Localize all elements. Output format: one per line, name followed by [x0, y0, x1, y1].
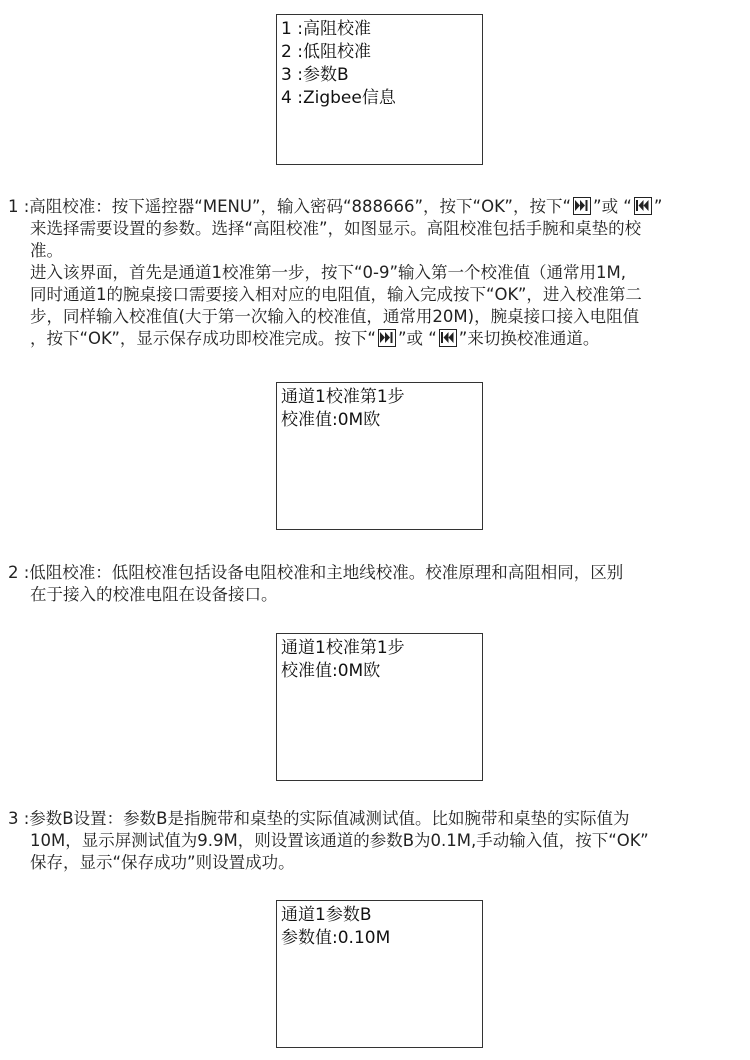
section1-line6: 步，同样输入校准值(大于第一次输入的校准值，通常用20M)，腕桌接口接入电阻值: [30, 307, 640, 326]
screen1-title: 通道1校准第1步: [281, 387, 405, 407]
high-resistance-calibration-screen: [276, 382, 483, 530]
skip-previous-icon: [439, 329, 457, 347]
skip-next-icon: [378, 329, 396, 347]
screen2-value: 校准值:0M欧: [281, 661, 381, 681]
section1-line4: 进入该界面，首先是通道1校准第一步，按下“0-9”输入第一个校准值（通常用1M,: [30, 263, 627, 282]
screen1-value: 校准值:0M欧: [281, 410, 381, 430]
section1-line3: 准。: [30, 241, 63, 260]
screen3-value: 参数值:0.10M: [281, 928, 391, 948]
section-low-resistance: [8, 562, 744, 606]
section3-line1: 3 :参数B设置：参数B是指腕带和桌垫的实际值减测试值。比如腕带和桌垫的实际值为: [8, 809, 630, 828]
section2-line2: 在于接入的校准电阻在设备接口。: [30, 585, 278, 604]
screen2-title: 通道1校准第1步: [281, 638, 405, 658]
section3-line2: 10M，显示屏测试值为9.9M，则设置该通道的参数B为0.1M,手动输入值，按下“OK”: [30, 831, 649, 850]
menu-item-zigbee-info: 4 :Zigbee信息: [281, 88, 396, 108]
menu-item-low-resistance: 2 :低阻校准: [281, 42, 371, 62]
menu-item-parameter-b: 3 :参数B: [281, 65, 349, 85]
skip-next-icon: [573, 197, 591, 215]
low-resistance-calibration-screen: [276, 633, 483, 781]
section2-line1: 2 :低阻校准：低阻校准包括设备电阻校准和主地线校准。校准原理和高阻相同，区别: [8, 563, 624, 582]
section1-line7: ，按下“OK”，显示保存成功即校准完成。按下“ ”或 “ ”来切换校准通道。: [30, 329, 600, 348]
section1-line5: 同时通道1的腕桌接口需要接入相对应的电阻值，输入完成按下“OK”，进入校准第二: [30, 285, 642, 304]
section-high-resistance: [8, 196, 744, 350]
screen3-title: 通道1参数B: [281, 905, 372, 925]
menu-item-high-resistance: 1 :高阻校准: [281, 19, 371, 39]
menu-screen: [276, 14, 483, 165]
skip-previous-icon: [634, 197, 652, 215]
parameter-b-screen: [276, 900, 483, 1048]
section-parameter-b: [8, 808, 744, 874]
section1-line2: 来选择需要设置的参数。选择“高阻校准”，如图显示。高阻校准包括手腕和桌垫的校: [30, 219, 642, 238]
section3-line3: 保存，显示“保存成功”则设置成功。: [30, 853, 295, 872]
section1-line1: 1 :高阻校准：按下遥控器“MENU”，输入密码“888666”，按下“OK”，按下“ ”或 “ ”: [8, 197, 663, 216]
